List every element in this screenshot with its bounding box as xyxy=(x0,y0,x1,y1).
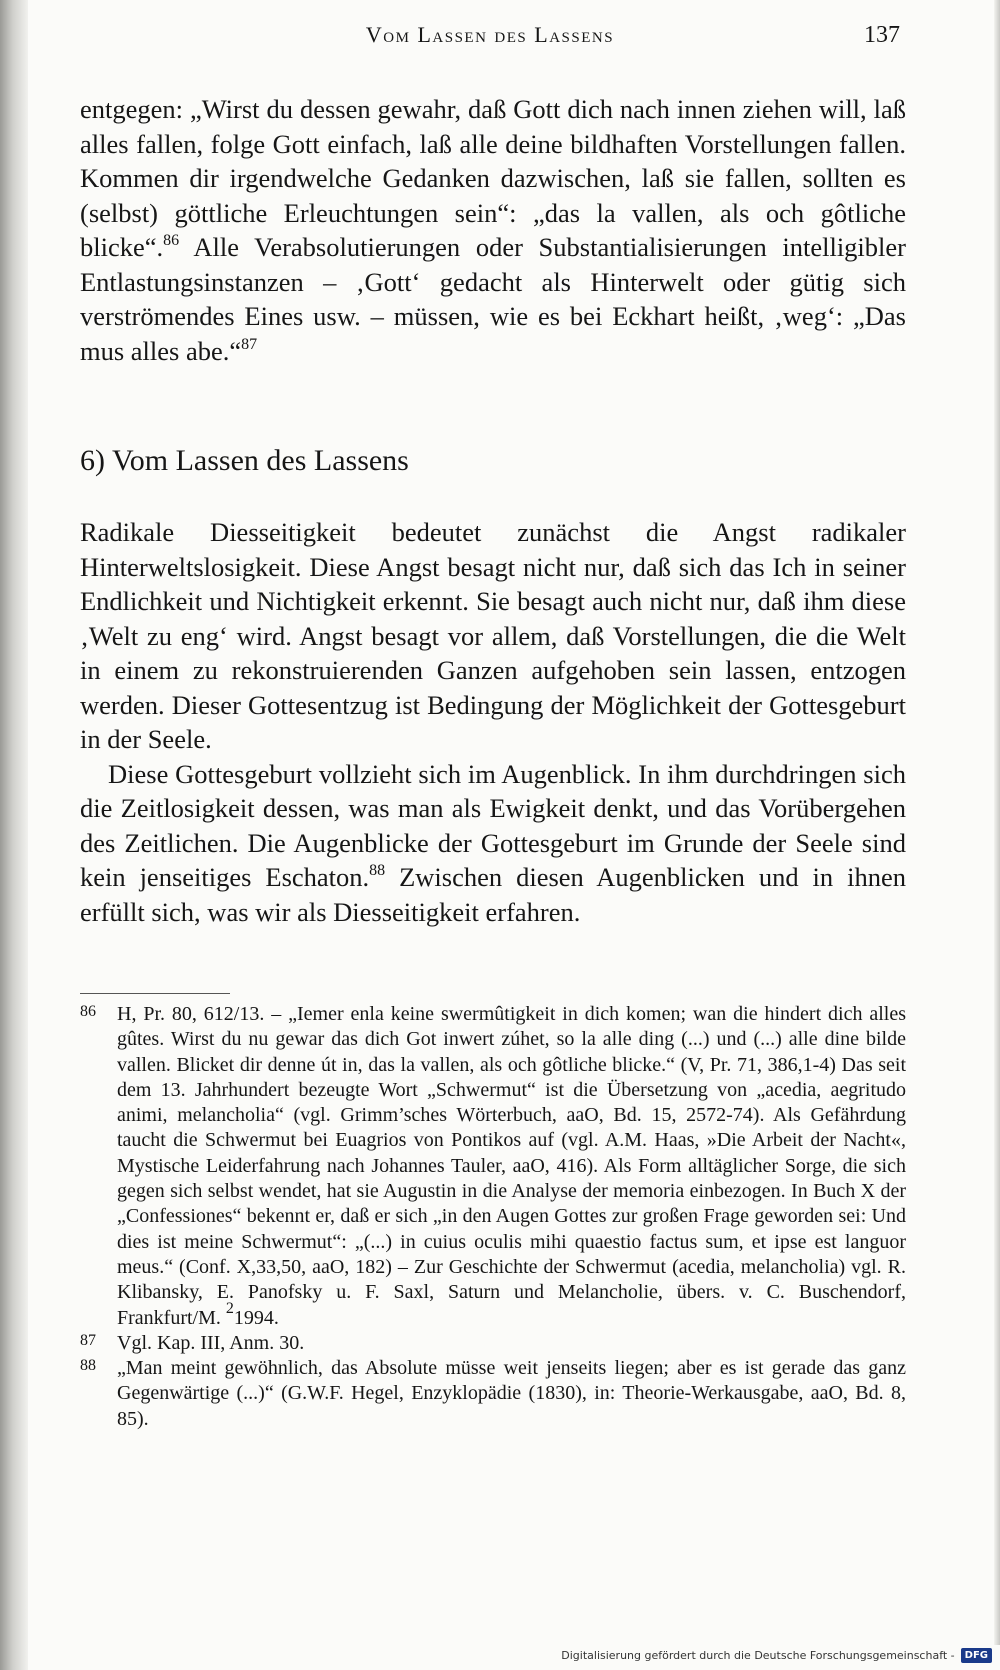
footnote-87 xyxy=(80,1331,906,1356)
footnote-text: 1994. xyxy=(233,1306,279,1329)
body-text: Diese Gottesgeburt vollzieht sich im Augenblick. In ihm durchdringen sich die Zeitlosigkeit dessen, was man als Ewigkeit denkt, und das Vorübergehen des Zeitlichen. Die Augenblicke der Gottesgeburt im Grunde der Seele sind kein jenseitiges Eschaton. xyxy=(80,758,906,892)
footnote-ref-86[interactable]: 86 xyxy=(163,232,180,249)
credit-text: Digitalisierung gefördert durch die Deutsche Forschungsgemeinschaft - xyxy=(561,1648,955,1662)
dfg-logo: DFG xyxy=(961,1648,992,1663)
body-paragraph-1 xyxy=(80,92,906,368)
book-spine-shadow xyxy=(0,0,28,1670)
footnote-88 xyxy=(80,1356,906,1432)
running-head xyxy=(80,22,900,56)
page-edge xyxy=(994,0,1000,1645)
body-text: entgegen: „Wirst du dessen gewahr, daß Gott dich nach innen ziehen will, laß alles fallen, folge Gott einfach, laß alle deine bildhaften Vorstellungen fallen. Kommen dir irgendwelche Gedanken dazwischen, laß sie fallen, sollten es (selbst) göttliche Erleuchtungen sein“: „das la vallen, als och gôtliche blicke“. xyxy=(80,94,906,262)
footnote-ref-88[interactable]: 88 xyxy=(369,862,386,879)
footnote-text: H, Pr. 80, 612/13. – „Iemer enla keine swermûtigkeit in dich komen; wan die hindert dich alles gûtes. Wirst du nu gewar das dich Got inwert zúhet, so la alle ding (...) und (...) alle dine bilde vallen. Blicket dir denne út in, das la vallen, als och gôtliche blicke.“ (V, Pr. 71, 386,1-4) Das seit dem 13. Jahrhundert bezeugte Wort „Schwermut“ ist die Übersetzung von „acedia, aegritudo animi, melancholia“ (vgl. Grimm’sches Wörterbuch, aaO, Bd. 15, 2572-74). Als Gefährdung taucht die Schwermut bei Euagrios von Pontikos auf (vgl. A.M. Haas, »Die Arbeit der Nacht«, Mystische Leiderfahrung nach Johannes Tauler, aaO, 416). Als Form alltäglicher Sorge, die sich gegen sich selbst wendet, hat sie Augustin in die Analyse der memoria einbezogen. In Buch X der „Confessiones“ bekennt er, daß er sich „in den Augen Gottes zur großen Frage geworden sei: Und dies ist meine Schwermut“: „(...) in cuius oculis mihi quaestio factus sum, et ipse est languor meus.“ (Conf. X,33,50, aaO, 182) – Zur Geschichte der Schwermut (acedia, melancholia) vgl. R. Klibansky, E. Panofsky u. F. Saxl, Saturn und Melancholie, übers. v. C. Buschendorf, Frankfurt/M. xyxy=(117,1003,906,1329)
footnote-number: 86 xyxy=(80,1003,96,1020)
page-number: 137 xyxy=(864,22,900,48)
footnote-text: „Man meint gewöhnlich, das Absolute müsse weit jenseits liegen; aber es ist gerade das ganz Gegenwärtige (...)“ (G.W.F. Hegel, Enzyklopädie (1830), in: Theorie-Werkausgabe, aaO, Bd. 8, 85). xyxy=(117,1357,906,1430)
footnotes xyxy=(80,1002,906,1432)
footnote-rule xyxy=(80,993,230,994)
digitization-credit xyxy=(561,1644,992,1666)
footnote-text: Vgl. Kap. III, Anm. 30. xyxy=(117,1331,305,1354)
footnote-number: 88 xyxy=(80,1357,96,1375)
section-heading: 6) Vom Lassen des Lassens xyxy=(80,444,409,477)
body-paragraph-3 xyxy=(80,757,906,930)
footnote-number: 87 xyxy=(80,1331,96,1349)
running-title: Vom Lassen des Lassens xyxy=(365,22,615,47)
body-text: Zwischen diesen Augenblicken und in ihnen erfüllt sich, was wir als Diesseitigkeit erfahren. xyxy=(80,862,906,927)
edition-superscript: 2 xyxy=(225,1299,234,1317)
footnote-86 xyxy=(80,1002,906,1331)
body-section xyxy=(80,515,906,929)
body-text: Alle Verabsolutierungen oder Substantialisierungen intelligibler Entlastungsinstanzen – ‚Gott‘ gedacht als Hinterwelt oder gütig sich verströmendes Eines usw. – müssen, wie es bei Eckhart heißt, ‚weg‘: „Das mus alles abe.“ xyxy=(80,232,906,366)
footnote-ref-87[interactable]: 87 xyxy=(241,335,258,353)
body-paragraph-2: Radikale Diesseitigkeit bedeutet zunächst die Angst radikaler Hinterweltslosigkeit. Diese Angst besagt nicht nur, daß sich das Ich in seiner Endlichkeit und Nichtigkeit erkennt. Sie besagt auch nicht nur, daß ihm diese ‚Welt zu eng‘ wird. Angst besagt vor allem, daß Vorstellungen, die die Welt in einem zu rekonstruierenden Ganzen aufgehoben sein lassen, entzogen werden. Dieser Gottesentzug ist Bedingung der Möglichkeit der Gottesgeburt in der Seele. xyxy=(80,517,906,754)
